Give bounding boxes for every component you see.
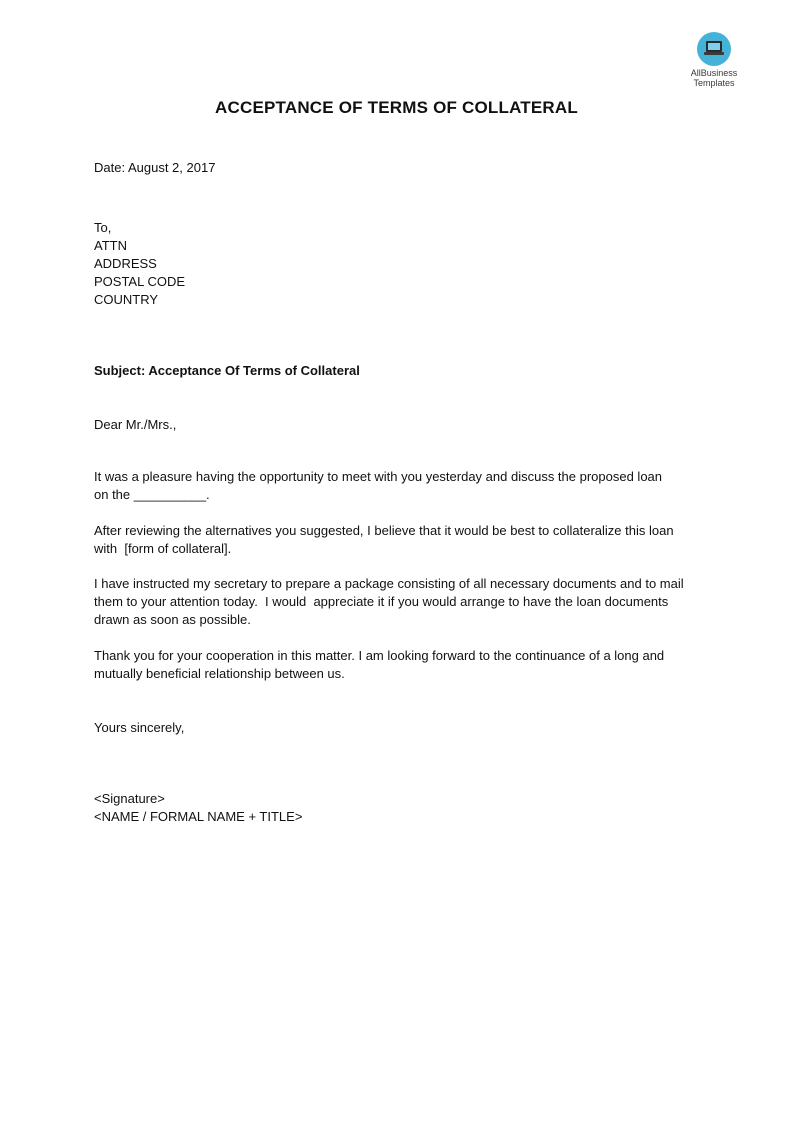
paragraph-3 [94, 575, 700, 629]
logo-text [678, 68, 750, 88]
logo-line2: Templates [693, 78, 735, 88]
paragraph-line: Thank you for your cooperation in this matter. I am looking forward to the continuance of a long and [94, 648, 665, 663]
address-country: COUNTRY [94, 292, 159, 307]
letter-date: Date: August 2, 2017 [94, 160, 216, 175]
paragraph-line: with [form of collateral]. [94, 541, 232, 556]
salutation: Dear Mr./Mrs., [94, 417, 177, 432]
letter-subject: Subject: Acceptance Of Terms of Collateral [94, 363, 360, 378]
address-postal-code: POSTAL CODE [94, 274, 186, 289]
signature-placeholder: <Signature> [94, 791, 165, 806]
paragraph-line: After reviewing the alternatives you suggested, I believe that it would be best to collateralize this loan [94, 523, 674, 538]
paragraph-line: on the __________. [94, 487, 210, 502]
name-title-placeholder: <NAME / FORMAL NAME + TITLE> [94, 809, 303, 824]
address-to: To, [94, 220, 112, 235]
closing: Yours sincerely, [94, 720, 185, 735]
laptop-icon [697, 32, 731, 66]
paragraph-1 [94, 468, 700, 504]
paragraph-2 [94, 522, 700, 558]
paragraph-line: It was a pleasure having the opportunity to meet with you yesterday and discuss the proposed loan [94, 469, 663, 484]
address-attn: ATTN [94, 238, 127, 253]
allbusiness-logo [678, 32, 750, 88]
paragraph-line: them to your attention today. I would appreciate it if you would arrange to have the loan documents [94, 594, 669, 609]
paragraph-line: I have instructed my secretary to prepare a package consisting of all necessary documents and to mail [94, 576, 684, 591]
document-title: ACCEPTANCE OF TERMS OF COLLATERAL [215, 98, 578, 117]
logo-line1: AllBusiness [690, 68, 738, 78]
address-line: ADDRESS [94, 256, 157, 271]
paragraph-line: mutually beneficial relationship between us. [94, 666, 345, 681]
paragraph-line: drawn as soon as possible. [94, 612, 251, 627]
paragraph-4 [94, 647, 700, 683]
